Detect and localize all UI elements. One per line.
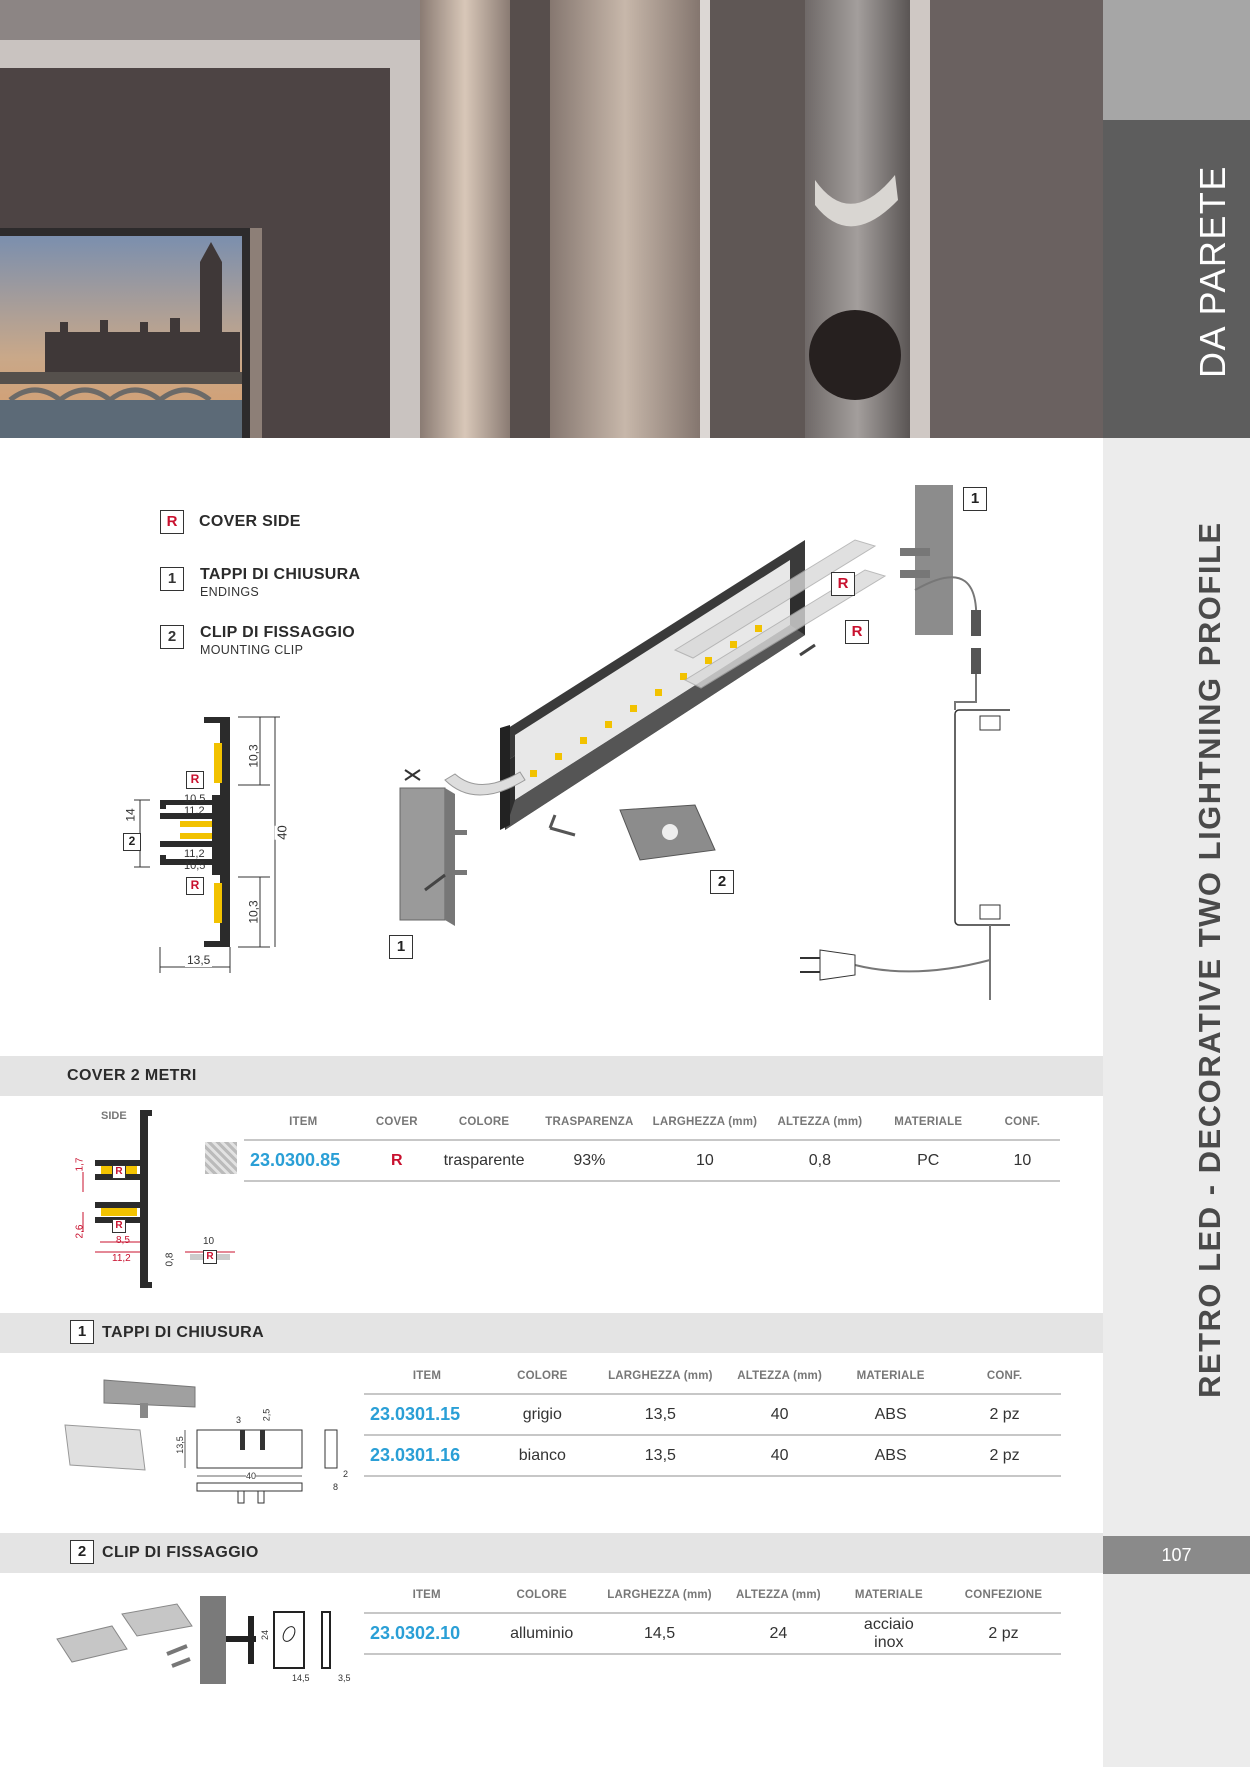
exploded-tag-1-top: 1 [963, 487, 987, 511]
cell-colore: bianco [490, 1435, 595, 1476]
cell-larghezza: 13,5 [595, 1435, 727, 1476]
cover-dim-6: 0,8 [164, 1252, 176, 1267]
col-item: ITEM [244, 1105, 363, 1140]
cell-altezza: 0,8 [768, 1140, 872, 1181]
col-item: ITEM [364, 1578, 489, 1613]
col-larghezza: LARGHEZZA (mm) [594, 1578, 725, 1613]
dim-bottom: 10,3 [246, 900, 261, 924]
materiale-text: acciaio inox [863, 1615, 914, 1651]
profile-cross-section [120, 705, 290, 985]
dim-top: 10,3 [246, 744, 261, 768]
product-title: RETRO LED - DECORATIVE TWO LIGHTNING PROFILE [1192, 521, 1227, 1398]
table-row [364, 1435, 1061, 1476]
col-materiale: MATERIALE [872, 1105, 985, 1140]
legend-subtitle-endings: ENDINGS [200, 585, 260, 599]
col-colore: COLORE [490, 1359, 595, 1394]
tappi-dim-c: 13,5 [174, 1436, 185, 1454]
cover-side-label: SIDE [101, 1110, 127, 1122]
cover-dim-4: 11,2 [112, 1253, 131, 1264]
cover-tag-r-2: R [112, 1219, 126, 1233]
cell-larghezza: 13,5 [595, 1394, 727, 1435]
cover-swatch [205, 1142, 237, 1174]
col-cover: COVER [363, 1105, 431, 1140]
tappi-dim-f: 8 [333, 1482, 339, 1492]
cell-larghezza: 14,5 [594, 1613, 725, 1654]
exploded-tag-r-1: R [831, 572, 855, 596]
cell-trasparenza: 93% [537, 1140, 642, 1181]
cell-altezza: 24 [725, 1613, 832, 1654]
table-header-row [364, 1578, 1061, 1613]
cell-conf: 10 [985, 1140, 1060, 1181]
cover-drawing [55, 1102, 245, 1292]
legend-title-cover-side: COVER SIDE [199, 513, 301, 530]
cover-tag-r-3: R [203, 1250, 217, 1264]
profile-tag-2: 2 [123, 833, 141, 851]
legend-key-2: 2 [160, 625, 184, 649]
dim-inner-a: 10,5 [184, 793, 206, 805]
dim-height: 40 [274, 825, 290, 840]
cover-dim-1: 1,7 [74, 1157, 86, 1172]
table-row [364, 1394, 1061, 1435]
section-cover-title: COVER 2 METRI [67, 1067, 197, 1084]
clip-drawing [52, 1594, 362, 1686]
table-header-row [364, 1359, 1061, 1394]
col-colore: COLORE [431, 1105, 537, 1140]
exploded-tag-2: 2 [710, 870, 734, 894]
cell-colore: grigio [490, 1394, 595, 1435]
page-number: 107 [1103, 1536, 1250, 1574]
cell-materiale [832, 1613, 946, 1654]
exploded-tag-1-bottom: 1 [389, 935, 413, 959]
dim-inner-b: 11,2 [184, 805, 205, 817]
col-materiale: MATERIALE [832, 1578, 946, 1613]
legend-key-r: R [160, 510, 184, 534]
profile-tag-r-top: R [186, 771, 204, 789]
profile-3d [500, 540, 805, 830]
cell-colore: trasparente [431, 1140, 537, 1181]
col-materiale: MATERIALE [833, 1359, 948, 1394]
cover-dim-3: 8,5 [116, 1235, 130, 1246]
clip-spec-table [364, 1578, 1061, 1655]
cell-cover: R [363, 1140, 431, 1181]
cell-materiale: PC [872, 1140, 985, 1181]
dim-width: 13,5 [187, 953, 211, 967]
clip-dim-a: 24 [260, 1629, 271, 1641]
col-larghezza: LARGHEZZA (mm) [642, 1105, 768, 1140]
legend-title-endings: TAPPI DI CHIUSURA [200, 566, 361, 583]
dim-gap: 14 [123, 808, 138, 822]
cell-conf: 2 pz [946, 1613, 1061, 1654]
cell-materiale: ABS [833, 1435, 948, 1476]
table-row [244, 1140, 1060, 1181]
legend-title-mounting-clip: CLIP DI FISSAGGIO [200, 624, 356, 641]
cell-larghezza: 10 [642, 1140, 768, 1181]
tappi-drawing [60, 1375, 360, 1505]
cover-dim-5: 10 [203, 1236, 215, 1247]
cell-conf: 2 pz [948, 1435, 1061, 1476]
legend-subtitle-mounting-clip: MOUNTING CLIP [200, 643, 304, 657]
tappi-dim-d: 40 [246, 1471, 257, 1481]
profile-tag-r-bottom: R [186, 877, 204, 895]
exploded-assembly-drawing [375, 480, 1010, 1000]
table-row [364, 1613, 1061, 1654]
exploded-tag-r-2: R [845, 620, 869, 644]
cover-dim-2: 2,6 [74, 1224, 86, 1239]
table-header-row [244, 1105, 1060, 1140]
col-altezza: ALTEZZA (mm) [725, 1578, 832, 1613]
tappi-dim-b: 2,5 [261, 1408, 272, 1422]
clip-dim-b: 14,5 [292, 1673, 310, 1683]
cell-conf: 2 pz [948, 1394, 1061, 1435]
col-item: ITEM [364, 1359, 490, 1394]
col-colore: COLORE [489, 1578, 594, 1613]
section-tappi-num: 1 [70, 1320, 94, 1344]
section-tappi-title: TAPPI DI CHIUSURA [102, 1324, 265, 1341]
tappi-spec-table [364, 1359, 1061, 1477]
tappi-dim-e: 2 [343, 1469, 349, 1479]
hero-photo [0, 0, 1103, 438]
tappi-dim-a: 3 [236, 1415, 242, 1425]
section-clip-num: 2 [70, 1540, 94, 1564]
category-label: DA PARETE [1192, 165, 1233, 378]
col-trasparenza: TRASPARENZA [537, 1105, 642, 1140]
col-conf: CONF. [948, 1359, 1061, 1394]
cell-altezza: 40 [726, 1394, 833, 1435]
item-code[interactable]: 23.0301.15 [364, 1394, 490, 1435]
item-code[interactable]: 23.0302.10 [364, 1613, 489, 1654]
col-larghezza: LARGHEZZA (mm) [595, 1359, 727, 1394]
section-clip-title: CLIP DI FISSAGGIO [102, 1544, 259, 1561]
clip-dim-c: 3,5 [338, 1673, 351, 1683]
dim-inner-d: 10,5 [184, 860, 206, 872]
sidebar-top-block [1103, 0, 1250, 120]
cell-altezza: 40 [726, 1435, 833, 1476]
col-confezione: CONFEZIONE [946, 1578, 1061, 1613]
col-conf: CONF. [985, 1105, 1060, 1140]
cover-spec-table [244, 1105, 1060, 1182]
cell-materiale: ABS [833, 1394, 948, 1435]
col-altezza: ALTEZZA (mm) [726, 1359, 833, 1394]
cell-colore: alluminio [489, 1613, 594, 1654]
dim-inner-c: 11,2 [184, 848, 205, 860]
legend-key-1: 1 [160, 567, 184, 591]
cover-tag-r-1: R [112, 1165, 126, 1179]
item-code[interactable]: 23.0300.85 [244, 1140, 363, 1181]
col-altezza: ALTEZZA (mm) [768, 1105, 872, 1140]
item-code[interactable]: 23.0301.16 [364, 1435, 490, 1476]
